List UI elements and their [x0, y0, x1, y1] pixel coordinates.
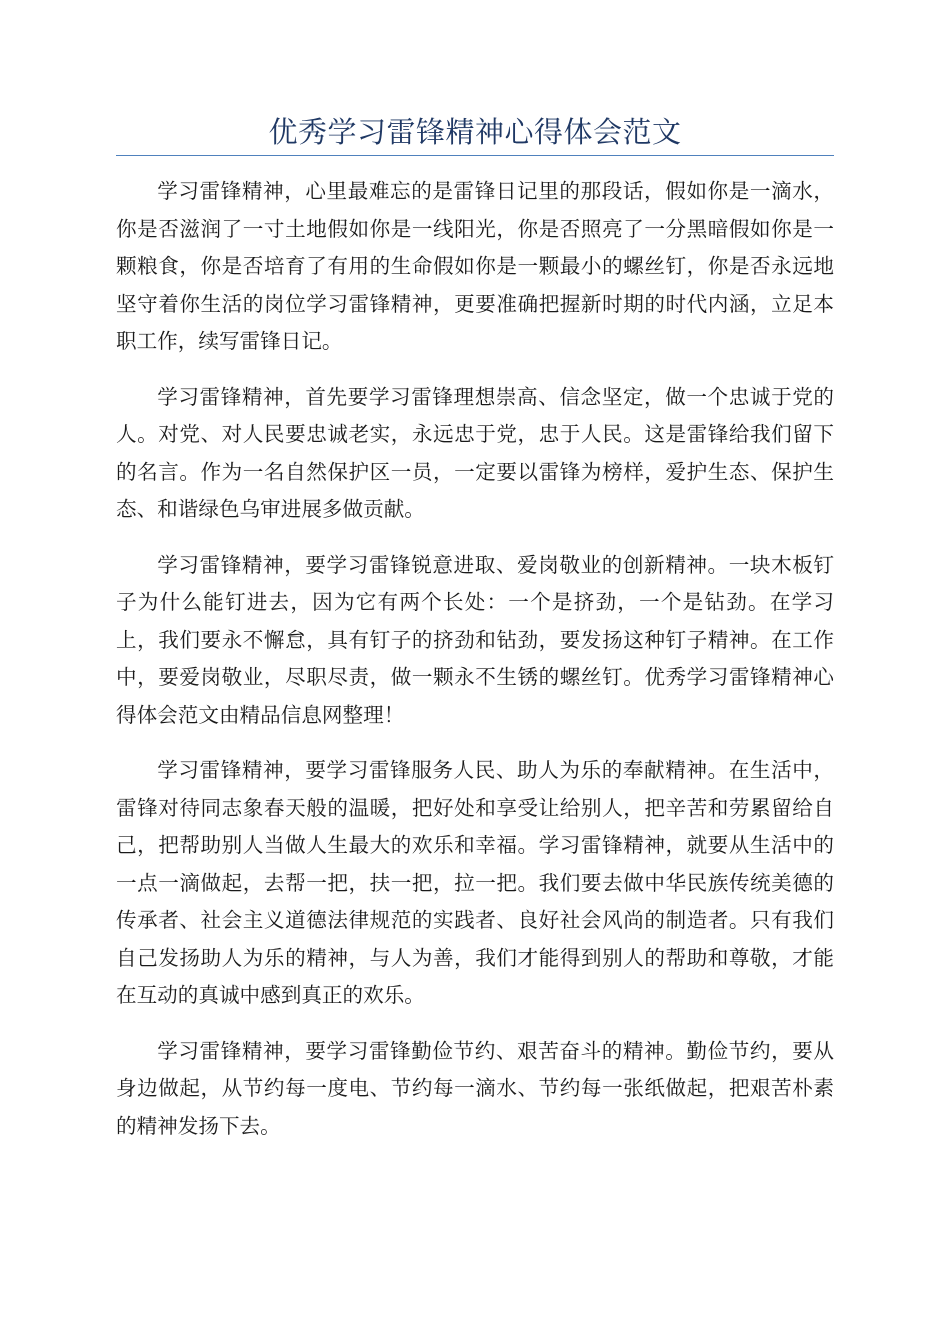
- paragraph-1: 学习雷锋精神，心里最难忘的是雷锋日记里的那段话，假如你是一滴水，你是否滋润了一寸土地假如你是一线阳光，你是否照亮了一分黑暗假如你是一颗粮食，你是否培育了有用的生命假如你是一颗最小的螺丝钉，你是否永远地坚守着你生活的岗位学习雷锋精神，更要准确把握新时期的时代内涵，立足本职工作，续写雷锋日记。: [116, 179, 834, 353]
- paragraph-5: 学习雷锋精神，要学习雷锋勤俭节约、艰苦奋斗的精神。勤俭节约，要从身边做起，从节约每一度电、节约每一滴水、节约每一张纸做起，把艰苦朴素的精神发扬下去。: [116, 1038, 834, 1138]
- paragraph-3: 学习雷锋精神，要学习雷锋锐意进取、爱岗敬业的创新精神。一块木板钉子为什么能钉进去，因为它有两个长处：一个是挤劲，一个是钻劲。在学习上，我们要永不懈怠，具有钉子的挤劲和钻劲，要发扬这种钉子精神。在工作中，要爱岗敬业，尽职尽责，做一颗永不生锈的螺丝钉。优秀学习雷锋精神心得体会范文由精品信息网整理！: [116, 552, 834, 727]
- title-underline: [116, 155, 834, 156]
- document-title: 优秀学习雷锋精神心得体会范文: [268, 115, 682, 149]
- document-body: [116, 173, 834, 1163]
- paragraph-2: 学习雷锋精神，首先要学习雷锋理想崇高、信念坚定，做一个忠诚于党的人。对党、对人民要忠诚老实，永远忠于党，忠于人民。这是雷锋给我们留下的名言。作为一名自然保护区一员，一定要以雷锋为榜样，爱护生态、保护生态、和谐绿色乌审进展多做贡献。: [116, 384, 834, 521]
- paragraph-4: 学习雷锋精神，要学习雷锋服务人民、助人为乐的奉献精神。在生活中，雷锋对待同志象春天般的温暖，把好处和享受让给别人，把辛苦和劳累留给自己，把帮助别人当做人生最大的欢乐和幸福。学习雷锋精神，就要从生活中的一点一滴做起，去帮一把，扶一把，拉一把。我们要去做中华民族传统美德的传承者、社会主义道德法律规范的实践者、良好社会风尚的制造者。只有我们自己发扬助人为乐的精神，与人为善，我们才能得到别人的帮助和尊敬，才能在互动的真诚中感到真正的欢乐。: [116, 758, 834, 1007]
